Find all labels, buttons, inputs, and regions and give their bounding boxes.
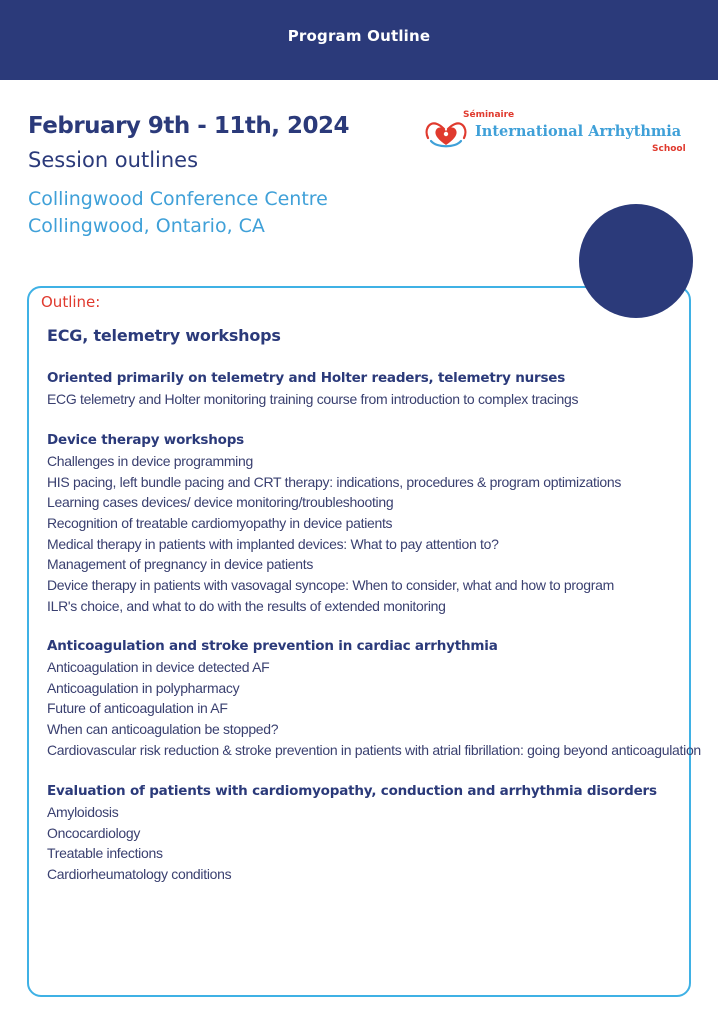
section-heading: Device therapy workshops xyxy=(47,432,245,448)
list-item: Cardiovascular risk reduction & stroke prevention in patients with atrial fibrillation: going beyond anticoagulation xyxy=(47,741,701,758)
section-anticoagulation xyxy=(47,636,701,760)
page-subtitle: Session outlines xyxy=(28,148,199,172)
list-item: Management of pregnancy in device patients xyxy=(47,556,314,573)
list-item: HIS pacing, left bundle pacing and CRT therapy: indications, procedures & program optimizations xyxy=(47,473,622,490)
list-item: Challenges in device programming xyxy=(47,453,253,469)
venue-name: Collingwood Conference Centre xyxy=(28,188,328,210)
outline-main-heading: ECG, telemetry workshops xyxy=(47,326,281,345)
decorative-circle xyxy=(579,204,693,318)
logo-main-text: International Arrhythmia xyxy=(475,123,682,140)
section-heading: Anticoagulation and stroke prevention in cardiac arrhythmia xyxy=(47,638,498,654)
top-banner xyxy=(0,0,718,80)
logo-top-text: Séminaire xyxy=(463,110,515,120)
list-item: Medical therapy in patients with implanted devices: What to pay attention to? xyxy=(47,535,499,552)
list-item: Future of anticoagulation in AF xyxy=(47,700,228,717)
list-item: When can anticoagulation be stopped? xyxy=(47,721,279,738)
list-item: Cardiorheumatology conditions xyxy=(47,866,232,883)
list-item: Amyloidosis xyxy=(47,804,119,820)
venue-location: Collingwood, Ontario, CA xyxy=(28,215,265,237)
outline-label: Outline: xyxy=(41,293,101,311)
list-item: ILR's choice, and what to do with the results of extended monitoring xyxy=(47,597,446,614)
list-item: ECG telemetry and Holter monitoring training course from introduction to complex tracings xyxy=(47,391,579,407)
section-heading: Oriented primarily on telemetry and Holter readers, telemetry nurses xyxy=(47,370,566,386)
list-item: Oncocardiology xyxy=(47,824,141,841)
event-date: February 9th - 11th, 2024 xyxy=(28,113,349,139)
section-cardiomyopathy xyxy=(47,781,687,885)
banner-title: Program Outline xyxy=(287,27,431,45)
school-logo xyxy=(423,108,693,158)
heart-hands-logo-icon xyxy=(423,116,469,152)
list-item: Anticoagulation in device detected AF xyxy=(47,659,270,675)
logo-bottom-text: School xyxy=(652,144,686,154)
section-heading: Evaluation of patients with cardiomyopathy, conduction and arrhythmia disorders xyxy=(47,783,657,799)
section-device-therapy xyxy=(47,430,687,617)
list-item: Learning cases devices/ device monitoring/troubleshooting xyxy=(47,494,394,511)
section-telemetry xyxy=(47,368,687,410)
list-item: Device therapy in patients with vasovagal syncope: When to consider, what and how to program xyxy=(47,577,614,594)
list-item: Anticoagulation in polypharmacy xyxy=(47,679,240,696)
list-item: Recognition of treatable cardiomyopathy in device patients xyxy=(47,515,393,532)
list-item: Treatable infections xyxy=(47,845,163,862)
